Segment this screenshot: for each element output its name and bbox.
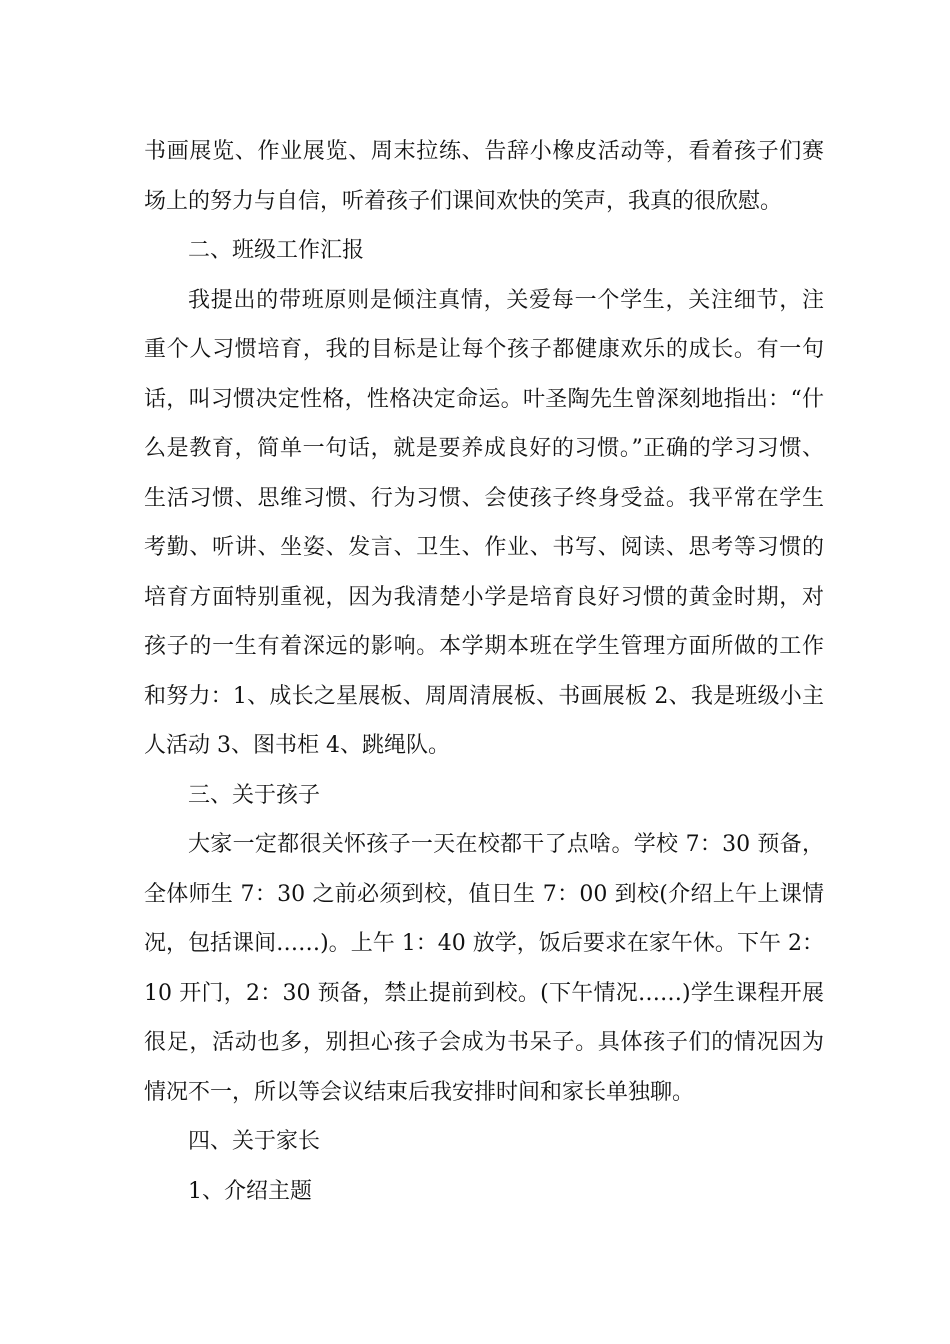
heading-class-work-report: 二、班级工作汇报 <box>188 238 365 263</box>
heading-about-children: 三、关于孩子 <box>188 782 321 808</box>
paragraph-activities: 书画展览、作业展览、周末拉练、告辞小橡皮活动等，看着孩子们赛场上的努力与自信，听着孩子们课间欢快的笑声，我真的很欣慰。 <box>144 139 824 214</box>
heading-about-parents: 四、关于家长 <box>188 1129 321 1154</box>
paragraph-class-principles: 我提出的带班原则是倾注真情，关爱每一个学生，关注细节，注重个人习惯培育，我的目标是让每个孩子都健康欢乐的成长。有一句话，叫习惯决定性格，性格决定命运。叶圣陶先生曾深刻地指出：“什么是教育，简单一句话，就是要养成良好的习惯。”正确的学习习惯、生活习惯、思维习惯、行为习惯、会使孩子终身受益。我平常在学生考勤、听讲、坐姿、发言、卫生、作业、书写、阅读、思考等习惯的培育方面特别重视，因为我清楚小学是培育良好习惯的黄金时期，对孩子的一生有着深远的影响。本学期本班在学生管理方面所做的工作和努力：1、成长之星展板、周周清展板、书画展板 2、我是班级小主人活动 3、图书柜 4、跳绳队。 <box>144 287 824 758</box>
heading-introduce-topic: 1、介绍主题 <box>188 1178 312 1204</box>
document-body <box>144 127 824 1216</box>
paragraph-daily-schedule: 大家一定都很关怀孩子一天在校都干了点啥。学校 7：30 预备，全体师生 7：30 之前必须到校，值日生 7：00 到校(介绍上午上课情况，包括课间……)。上午 1：40 放学，饭后要求在家午休。下午 2：10 开门，2：30 预备，禁止提前到校。(下午情况……)学生课程开展很足，活动也多，别担心孩子会成为书呆子。具体孩子们的情况因为情况不一，所以等会议结束后我安排时间和家长单独聊。 <box>144 832 824 1105</box>
